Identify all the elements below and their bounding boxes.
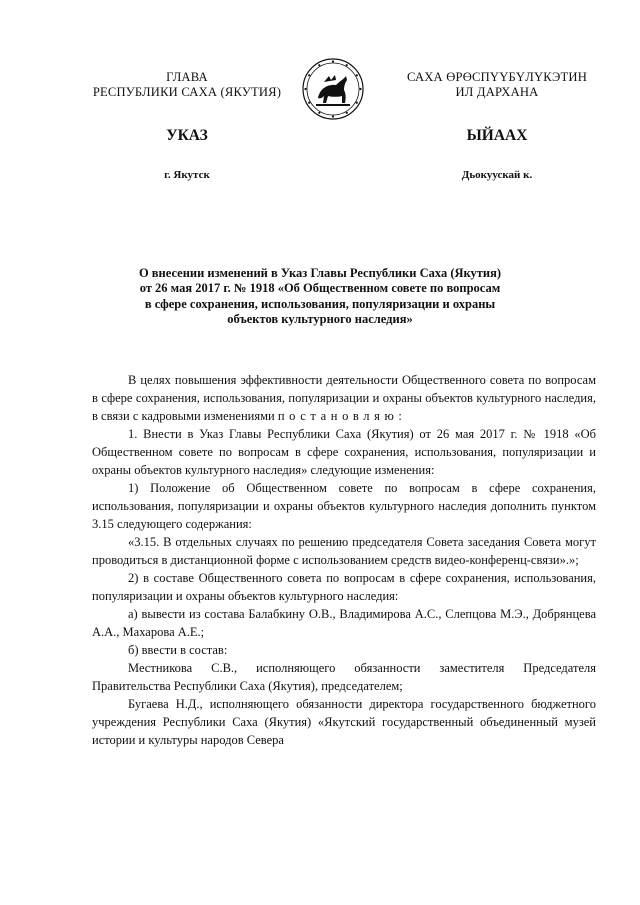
- issuer-line-1-sakha: САХА ӨРӨСПҮҮБҮЛҮКЭТИН: [407, 70, 587, 84]
- paragraph-item-1: 1. Внести в Указ Главы Республики Саха (Якутия) от 26 мая 2017 г. № 1918 «Об Общественном совете по вопросам в сфере сохранения, использования, популяризации и охраны объектов культурного наследия» следующие изменения:: [92, 427, 596, 477]
- issuer-line-1: ГЛАВА: [166, 70, 208, 84]
- paragraph-member-bugaev: Бугаева Н.Д., исполняющего обязанности директора государственного бюджетного учреждения Республики Саха (Якутия) «Якутский государственный объединенный музей истории и культуры народов Севера: [92, 697, 596, 747]
- decree-word: постановляю:: [277, 409, 407, 423]
- city-russian: г. Якутск: [164, 169, 210, 181]
- title-line-3: в сфере сохранения, использования, популяризации и охраны: [144, 296, 496, 311]
- coat-of-arms-icon: [302, 58, 364, 120]
- preamble-text: В целях повышения эффективности деятельности Общественного совета по вопросам в сфере сохранения, использования, популяризации и охраны объектов культурного наследия, в связи с кадровыми изменениями: [92, 373, 596, 423]
- decree-title: [92, 266, 548, 327]
- decree-body: [92, 371, 596, 749]
- title-line-2: от 26 мая 2017 г. № 1918 «Об Общественном совете по вопросам: [139, 281, 501, 296]
- paragraph-quote-3-15: «3.15. В отдельных случаях по решению председателя Совета заседания Совета могут проводиться в дистанционной форме с использованием средств видео-конференц-связи».»;: [92, 535, 596, 567]
- paragraph-add-members: б) ввести в состав:: [128, 643, 228, 657]
- issuer-line-2: РЕСПУБЛИКИ САХА (ЯКУТИЯ): [92, 85, 282, 99]
- document-type-russian: УКАЗ: [166, 127, 208, 144]
- paragraph-remove-members: а) вывести из состава Балабкину О.В., Владимирова А.С., Слепцова М.Э., Добрянцева А.А., Махарова А.Е.;: [92, 607, 596, 639]
- issuer-line-2-sakha: ИЛ ДАРХАНА: [455, 85, 539, 99]
- title-line-1: О внесении изменений в Указ Главы Республики Саха (Якутия): [138, 266, 502, 280]
- issuer-title-russian: [72, 70, 302, 100]
- city-sakha: Дьокуускай к.: [461, 169, 533, 181]
- document-type-sakha: ЫЙААХ: [466, 127, 528, 144]
- paragraph-subitem-2: 2) в составе Общественного совета по вопросам в сфере сохранения, использования, популяризации и охраны объектов культурного наследия:: [92, 571, 596, 603]
- title-line-4: объектов культурного наследия»: [227, 311, 413, 326]
- issuer-title-sakha: [392, 70, 602, 100]
- paragraph-subitem-1: 1) Положение об Общественном совете по вопросам в сфере сохранения, использования, популяризации и охраны объектов культурного наследия дополнить пунктом 3.15 следующего содержания:: [92, 481, 596, 531]
- paragraph-preamble: [92, 371, 596, 425]
- paragraph-member-mestnikov: Местникова С.В., исполняющего обязанности заместителя Председателя Правительства Республики Саха (Якутия), председателем;: [92, 661, 596, 693]
